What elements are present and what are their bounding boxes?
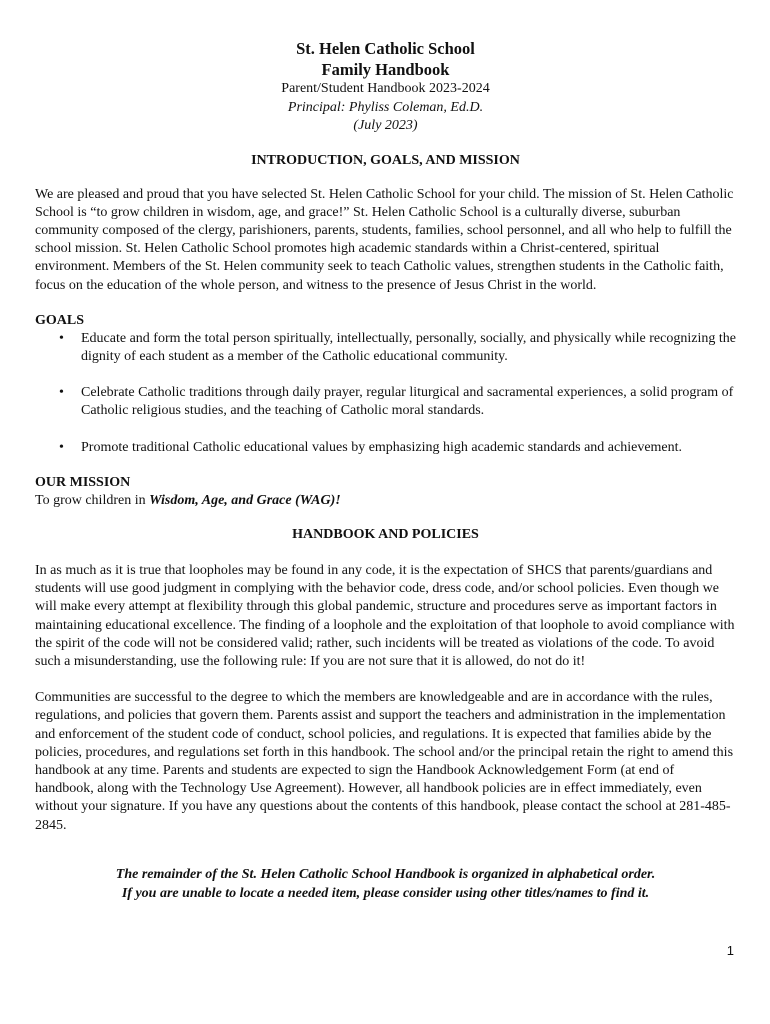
principal-name: Principal: Phyliss Coleman, Ed.D. xyxy=(287,99,484,115)
mission-emphasis: Wisdom, Age, and Grace (WAG)! xyxy=(149,492,341,508)
closing-line-2: If you are unable to locate a needed item, please consider using other titles/names to find it. xyxy=(121,886,650,902)
bullet-icon: • xyxy=(59,385,64,401)
policies-paragraph-2: Communities are successful to the degree to which the members are knowledgeable and are in accordance with the rules, regulations, and policies that govern them. Parents assist and support the teachers and administration in the implementation and enforcement of the student code of conduct, school policies, and regulations. It is expected that families abide by the policies, procedures, and regulations set forth in this handbook. The school and/or the principal retain the right to amend this handbook at any time. Parents and students are expected to sign the Handbook Acknowledgement Form (at end of handbook, along with the Technology Use Agreement). However, all handbook policies are in effect immediately, even without your signature. If you have any questions about the contents of this handbook, please contact the school at 281-485-2845. xyxy=(35,690,734,833)
intro-paragraph: We are pleased and proud that you have selected St. Helen Catholic School for your child. The mission of St. Helen Catholic School is “to grow children in wisdom, age, and grace!” St. Helen Catholic School is a culturally diverse, suburban community composed of the clergy, parishioners, parents, students, families, school personnel, and all who help to fulfill the school mission. St. Helen Catholic School promotes high academic standards within a Christ-centered, spiritual environment. Members of the St. Helen community seek to teach Catholic values, strengthen students in the Catholic faith, focus on the education of the whole person, and witness to the presence of Jesus Christ in the world. xyxy=(35,186,734,293)
policies-heading: HANDBOOK AND POLICIES xyxy=(292,526,479,542)
handbook-date: (July 2023) xyxy=(353,118,418,133)
title-block xyxy=(35,38,736,136)
bullet-icon: • xyxy=(59,439,64,455)
goal-item xyxy=(59,439,736,457)
bullet-icon: • xyxy=(59,330,64,346)
closing-line-1: The remainder of the St. Helen Catholic School Handbook is organized in alphabetical order. xyxy=(115,866,656,882)
goal-item xyxy=(59,384,736,420)
mission-heading: OUR MISSION xyxy=(35,474,131,490)
goals-list xyxy=(35,330,736,457)
goal-text: Educate and form the total person spiritually, intellectually, personally, socially, and physically while recognizing the dignity of each student as a member of the Catholic educational community. xyxy=(81,330,736,364)
closing-note xyxy=(35,865,736,904)
handbook-subtitle: Parent/Student Handbook 2023-2024 xyxy=(281,81,490,96)
goal-item xyxy=(59,330,736,366)
school-name: St. Helen Catholic School xyxy=(296,39,475,58)
goals-heading: GOALS xyxy=(35,312,85,328)
goal-text: Promote traditional Catholic educational values by emphasizing high academic standards and achievement. xyxy=(81,439,683,455)
policies-paragraph-1: In as much as it is true that loopholes may be found in any code, it is the expectation of SHCS that parents/guardians and students will use good judgment in complying with the behavior code, dress code, and/or school policies. Even though we will make every attempt at flexibility through this global pandemic, structure and procedures serve as important factors in maintaining educational excellence. The finding of a loophole and the exploitation of that loophole to avoid compliance with the spirit of the code will not be considered valid; rather, such incidents will be treated as violations of the code. To avoid such a misunderstanding, use the following rule: If you are not sure that it is allowed, do not do it! xyxy=(35,562,735,669)
mission-text: To grow children in xyxy=(35,492,150,508)
intro-heading: INTRODUCTION, GOALS, AND MISSION xyxy=(251,152,520,168)
handbook-title: Family Handbook xyxy=(321,60,450,79)
goal-text: Celebrate Catholic traditions through daily prayer, regular liturgical and sacramental experiences, a solid program of Catholic religious studies, and the teaching of Catholic moral standards. xyxy=(81,385,734,419)
mission-statement xyxy=(35,492,736,510)
page-number: 1 xyxy=(726,943,734,958)
